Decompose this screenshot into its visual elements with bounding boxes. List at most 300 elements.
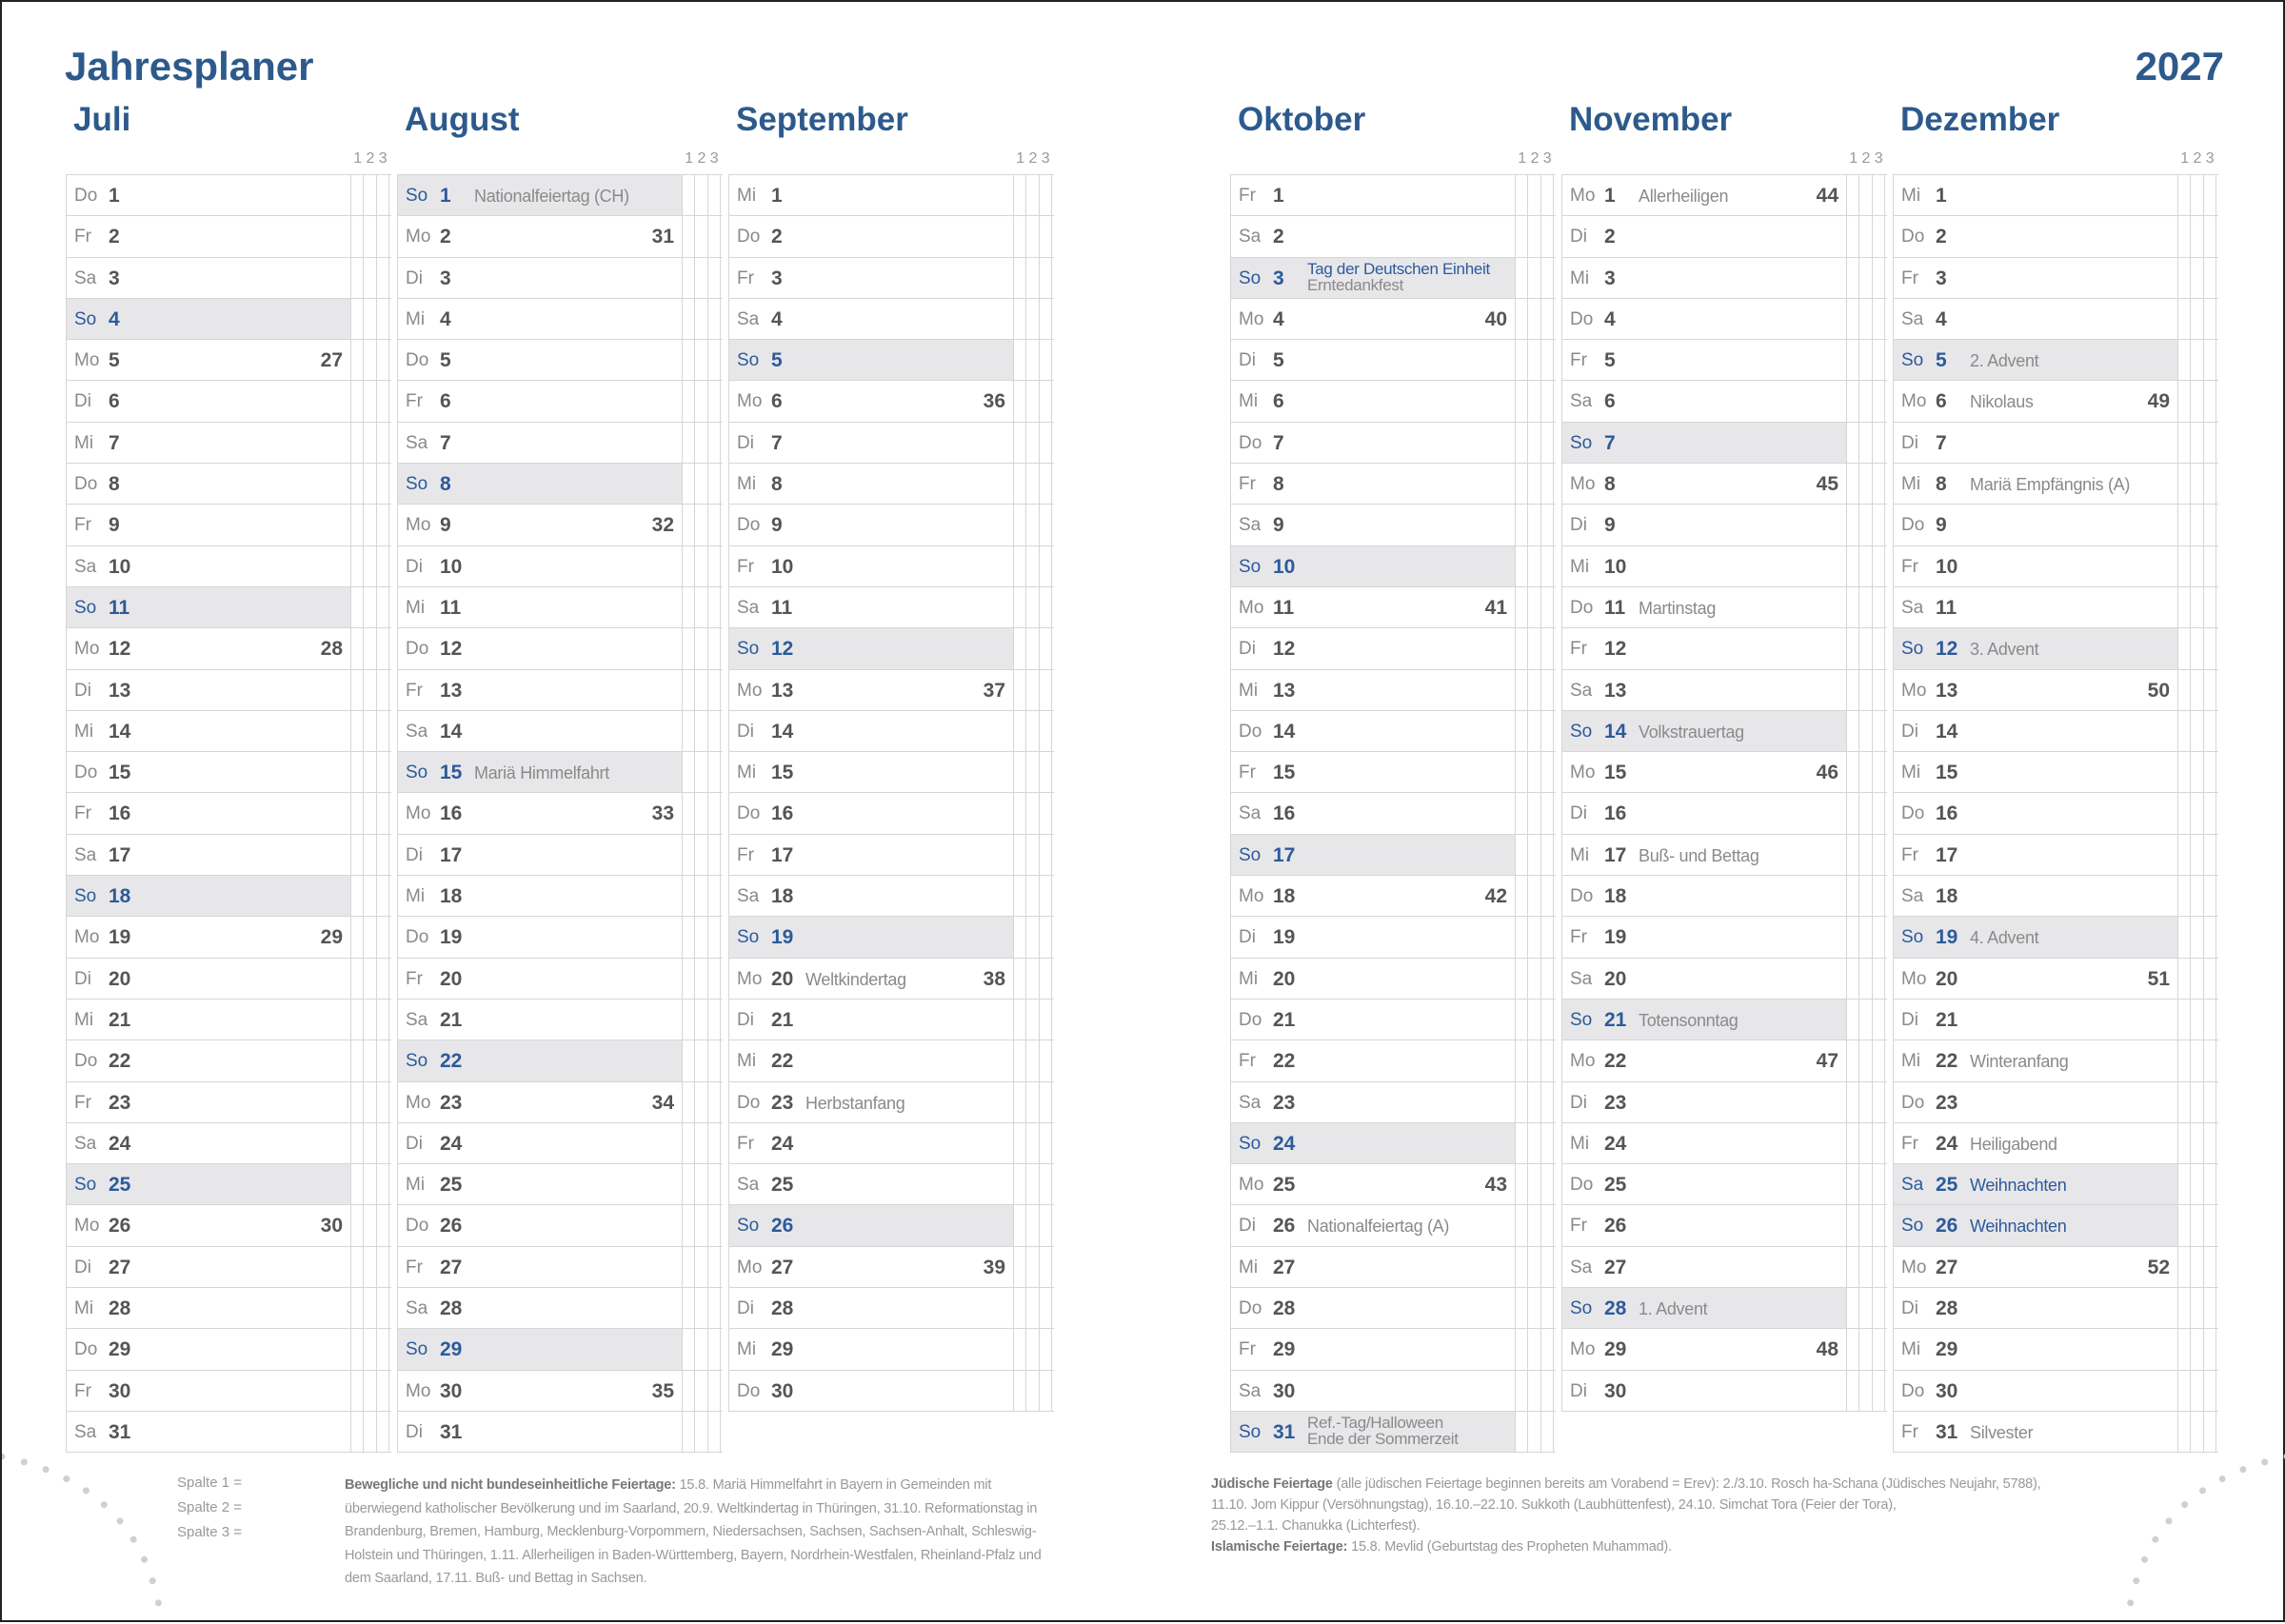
check-column-1[interactable] bbox=[1516, 752, 1528, 792]
check-column-1[interactable] bbox=[2178, 1371, 2191, 1411]
check-column-3[interactable] bbox=[377, 1040, 389, 1080]
check-column-1[interactable] bbox=[1847, 628, 1859, 668]
check-column-3[interactable] bbox=[377, 1123, 389, 1163]
check-column-2[interactable] bbox=[1026, 876, 1039, 916]
check-column-3[interactable] bbox=[1040, 299, 1052, 339]
check-column-2[interactable] bbox=[2191, 711, 2203, 751]
day-cell[interactable] bbox=[66, 464, 351, 504]
check-column-3[interactable] bbox=[2204, 1000, 2216, 1040]
check-column-1[interactable] bbox=[351, 587, 364, 627]
check-column-2[interactable] bbox=[695, 175, 707, 215]
day-cell[interactable] bbox=[728, 258, 1014, 298]
check-column-3[interactable] bbox=[1873, 546, 1885, 586]
check-column-2[interactable] bbox=[364, 711, 376, 751]
check-column-3[interactable] bbox=[1873, 1288, 1885, 1328]
check-column-1[interactable] bbox=[2178, 299, 2191, 339]
check-column-1[interactable] bbox=[1014, 340, 1026, 380]
day-cell[interactable] bbox=[728, 175, 1014, 215]
check-column-1[interactable] bbox=[1516, 1247, 1528, 1287]
check-column-3[interactable] bbox=[708, 917, 721, 957]
check-column-2[interactable] bbox=[364, 587, 376, 627]
check-column-2[interactable] bbox=[2191, 587, 2203, 627]
check-column-3[interactable] bbox=[1040, 175, 1052, 215]
day-cell[interactable] bbox=[1230, 752, 1516, 792]
check-column-2[interactable] bbox=[1528, 587, 1540, 627]
check-column-2[interactable] bbox=[1026, 381, 1039, 421]
check-column-2[interactable] bbox=[1528, 423, 1540, 463]
day-cell[interactable] bbox=[66, 835, 351, 875]
check-column-1[interactable] bbox=[683, 876, 695, 916]
check-column-3[interactable] bbox=[2204, 793, 2216, 833]
check-column-1[interactable] bbox=[351, 711, 364, 751]
check-column-1[interactable] bbox=[683, 1082, 695, 1122]
check-column-3[interactable] bbox=[708, 670, 721, 710]
day-cell[interactable] bbox=[66, 1164, 351, 1204]
check-column-2[interactable] bbox=[695, 876, 707, 916]
check-column-2[interactable] bbox=[695, 587, 707, 627]
check-column-1[interactable] bbox=[1847, 793, 1859, 833]
check-column-1[interactable] bbox=[2178, 464, 2191, 504]
check-column-3[interactable] bbox=[2204, 299, 2216, 339]
check-column-2[interactable] bbox=[2191, 1164, 2203, 1204]
check-column-1[interactable] bbox=[683, 546, 695, 586]
check-column-2[interactable] bbox=[1026, 752, 1039, 792]
check-column-3[interactable] bbox=[2204, 1040, 2216, 1080]
check-column-3[interactable] bbox=[1541, 628, 1554, 668]
check-column-1[interactable] bbox=[2178, 1329, 2191, 1369]
check-column-1[interactable] bbox=[2178, 876, 2191, 916]
check-column-2[interactable] bbox=[1528, 1123, 1540, 1163]
check-column-1[interactable] bbox=[351, 793, 364, 833]
check-column-1[interactable] bbox=[351, 1288, 364, 1328]
check-column-2[interactable] bbox=[364, 175, 376, 215]
day-cell[interactable] bbox=[1893, 752, 2178, 792]
check-column-2[interactable] bbox=[1026, 1123, 1039, 1163]
check-column-3[interactable] bbox=[708, 1123, 721, 1163]
day-cell[interactable] bbox=[1561, 1247, 1847, 1287]
check-column-3[interactable] bbox=[708, 835, 721, 875]
check-column-1[interactable] bbox=[683, 917, 695, 957]
day-cell[interactable] bbox=[1561, 340, 1847, 380]
check-column-2[interactable] bbox=[1859, 1082, 1872, 1122]
day-cell[interactable] bbox=[1893, 587, 2178, 627]
check-column-2[interactable] bbox=[2191, 423, 2203, 463]
day-cell[interactable] bbox=[1561, 258, 1847, 298]
check-column-3[interactable] bbox=[1040, 464, 1052, 504]
check-column-3[interactable] bbox=[1873, 340, 1885, 380]
day-cell[interactable] bbox=[397, 1247, 683, 1287]
check-column-2[interactable] bbox=[2191, 793, 2203, 833]
check-column-2[interactable] bbox=[2191, 1247, 2203, 1287]
day-cell[interactable] bbox=[728, 1371, 1014, 1411]
check-column-2[interactable] bbox=[1528, 1247, 1540, 1287]
check-column-1[interactable] bbox=[2178, 1247, 2191, 1287]
check-column-3[interactable] bbox=[708, 1247, 721, 1287]
day-cell[interactable] bbox=[728, 1164, 1014, 1204]
check-column-3[interactable] bbox=[2204, 505, 2216, 545]
check-column-3[interactable] bbox=[1040, 1329, 1052, 1369]
check-column-3[interactable] bbox=[1040, 959, 1052, 999]
check-column-2[interactable] bbox=[2191, 1412, 2203, 1452]
check-column-1[interactable] bbox=[351, 1205, 364, 1245]
check-column-3[interactable] bbox=[377, 1000, 389, 1040]
check-column-2[interactable] bbox=[695, 1247, 707, 1287]
check-column-2[interactable] bbox=[1528, 546, 1540, 586]
day-cell[interactable] bbox=[1230, 793, 1516, 833]
check-column-1[interactable] bbox=[1014, 505, 1026, 545]
check-column-3[interactable] bbox=[1040, 1082, 1052, 1122]
check-column-1[interactable] bbox=[351, 835, 364, 875]
check-column-3[interactable] bbox=[1873, 423, 1885, 463]
day-cell[interactable] bbox=[728, 505, 1014, 545]
check-column-3[interactable] bbox=[1541, 876, 1554, 916]
day-cell[interactable] bbox=[66, 505, 351, 545]
check-column-2[interactable] bbox=[695, 959, 707, 999]
check-column-3[interactable] bbox=[1873, 1082, 1885, 1122]
check-column-1[interactable] bbox=[1014, 670, 1026, 710]
day-cell[interactable] bbox=[1893, 1329, 2178, 1369]
day-cell[interactable] bbox=[1893, 1412, 2178, 1452]
check-column-3[interactable] bbox=[1873, 959, 1885, 999]
check-column-2[interactable] bbox=[1026, 628, 1039, 668]
check-column-3[interactable] bbox=[708, 381, 721, 421]
check-column-1[interactable] bbox=[351, 1040, 364, 1080]
check-column-1[interactable] bbox=[1516, 175, 1528, 215]
check-column-1[interactable] bbox=[1516, 670, 1528, 710]
check-column-3[interactable] bbox=[1541, 464, 1554, 504]
check-column-2[interactable] bbox=[1528, 876, 1540, 916]
check-column-2[interactable] bbox=[1859, 711, 1872, 751]
check-column-3[interactable] bbox=[2204, 1082, 2216, 1122]
day-cell[interactable] bbox=[728, 546, 1014, 586]
day-cell[interactable] bbox=[397, 1082, 683, 1122]
day-cell[interactable] bbox=[728, 340, 1014, 380]
check-column-2[interactable] bbox=[695, 670, 707, 710]
check-column-3[interactable] bbox=[1873, 670, 1885, 710]
check-column-3[interactable] bbox=[2204, 752, 2216, 792]
day-cell[interactable] bbox=[1230, 1123, 1516, 1163]
check-column-2[interactable] bbox=[2191, 1082, 2203, 1122]
check-column-2[interactable] bbox=[1026, 1040, 1039, 1080]
check-column-3[interactable] bbox=[2204, 464, 2216, 504]
check-column-2[interactable] bbox=[2191, 216, 2203, 256]
check-column-3[interactable] bbox=[1040, 505, 1052, 545]
day-cell[interactable] bbox=[66, 1040, 351, 1080]
check-column-3[interactable] bbox=[2204, 1288, 2216, 1328]
check-column-3[interactable] bbox=[2204, 340, 2216, 380]
day-cell[interactable] bbox=[1230, 711, 1516, 751]
check-column-3[interactable] bbox=[1040, 835, 1052, 875]
check-column-1[interactable] bbox=[1516, 917, 1528, 957]
check-column-3[interactable] bbox=[1541, 1247, 1554, 1287]
check-column-2[interactable] bbox=[1528, 1000, 1540, 1040]
check-column-2[interactable] bbox=[1528, 835, 1540, 875]
day-cell[interactable] bbox=[1561, 505, 1847, 545]
check-column-3[interactable] bbox=[1040, 670, 1052, 710]
check-column-3[interactable] bbox=[1873, 1205, 1885, 1245]
check-column-1[interactable] bbox=[1847, 1288, 1859, 1328]
day-cell[interactable] bbox=[1230, 959, 1516, 999]
check-column-2[interactable] bbox=[1859, 464, 1872, 504]
check-column-3[interactable] bbox=[377, 1371, 389, 1411]
check-column-1[interactable] bbox=[351, 1082, 364, 1122]
check-column-3[interactable] bbox=[1873, 505, 1885, 545]
check-column-2[interactable] bbox=[1026, 1082, 1039, 1122]
day-cell[interactable] bbox=[728, 464, 1014, 504]
check-column-3[interactable] bbox=[708, 423, 721, 463]
check-column-3[interactable] bbox=[377, 587, 389, 627]
check-column-2[interactable] bbox=[1859, 587, 1872, 627]
check-column-2[interactable] bbox=[1859, 546, 1872, 586]
check-column-1[interactable] bbox=[2178, 793, 2191, 833]
check-column-3[interactable] bbox=[1040, 1288, 1052, 1328]
check-column-3[interactable] bbox=[2204, 1412, 2216, 1452]
day-cell[interactable] bbox=[728, 216, 1014, 256]
check-column-1[interactable] bbox=[351, 340, 364, 380]
check-column-2[interactable] bbox=[695, 1329, 707, 1369]
day-cell[interactable] bbox=[397, 917, 683, 957]
check-column-3[interactable] bbox=[377, 1164, 389, 1204]
day-cell[interactable] bbox=[66, 546, 351, 586]
check-column-3[interactable] bbox=[2204, 546, 2216, 586]
day-cell[interactable] bbox=[66, 793, 351, 833]
check-column-1[interactable] bbox=[2178, 1000, 2191, 1040]
check-column-2[interactable] bbox=[1859, 1247, 1872, 1287]
day-cell[interactable] bbox=[66, 1412, 351, 1452]
check-column-3[interactable] bbox=[1873, 793, 1885, 833]
check-column-2[interactable] bbox=[1859, 1164, 1872, 1204]
check-column-1[interactable] bbox=[351, 917, 364, 957]
check-column-3[interactable] bbox=[708, 340, 721, 380]
check-column-1[interactable] bbox=[683, 258, 695, 298]
day-cell[interactable] bbox=[1561, 1082, 1847, 1122]
check-column-3[interactable] bbox=[1873, 1329, 1885, 1369]
check-column-1[interactable] bbox=[1847, 299, 1859, 339]
day-cell[interactable] bbox=[1561, 299, 1847, 339]
day-cell[interactable] bbox=[66, 381, 351, 421]
check-column-1[interactable] bbox=[683, 1329, 695, 1369]
check-column-3[interactable] bbox=[1541, 299, 1554, 339]
check-column-3[interactable] bbox=[708, 793, 721, 833]
day-cell[interactable] bbox=[1893, 1205, 2178, 1245]
check-column-3[interactable] bbox=[1541, 711, 1554, 751]
check-column-1[interactable] bbox=[1516, 546, 1528, 586]
day-cell[interactable] bbox=[1893, 628, 2178, 668]
check-column-3[interactable] bbox=[2204, 1123, 2216, 1163]
day-cell[interactable] bbox=[397, 1164, 683, 1204]
day-cell[interactable] bbox=[1230, 546, 1516, 586]
check-column-3[interactable] bbox=[1541, 1164, 1554, 1204]
check-column-2[interactable] bbox=[2191, 1329, 2203, 1369]
day-cell[interactable] bbox=[1561, 546, 1847, 586]
check-column-3[interactable] bbox=[708, 1205, 721, 1245]
check-column-2[interactable] bbox=[1026, 340, 1039, 380]
check-column-2[interactable] bbox=[364, 546, 376, 586]
day-cell[interactable] bbox=[1893, 959, 2178, 999]
check-column-1[interactable] bbox=[1847, 1000, 1859, 1040]
check-column-2[interactable] bbox=[1528, 1288, 1540, 1328]
day-cell[interactable] bbox=[66, 1371, 351, 1411]
check-column-2[interactable] bbox=[1528, 381, 1540, 421]
day-cell[interactable] bbox=[397, 1040, 683, 1080]
check-column-1[interactable] bbox=[351, 959, 364, 999]
check-column-3[interactable] bbox=[377, 299, 389, 339]
check-column-3[interactable] bbox=[1541, 959, 1554, 999]
check-column-1[interactable] bbox=[1847, 1371, 1859, 1411]
day-cell[interactable] bbox=[1561, 1123, 1847, 1163]
check-column-2[interactable] bbox=[2191, 505, 2203, 545]
day-cell[interactable] bbox=[397, 464, 683, 504]
day-cell[interactable] bbox=[1230, 835, 1516, 875]
check-column-2[interactable] bbox=[1528, 1040, 1540, 1080]
day-cell[interactable] bbox=[1893, 1040, 2178, 1080]
day-cell[interactable] bbox=[1893, 546, 2178, 586]
check-column-2[interactable] bbox=[695, 1288, 707, 1328]
check-column-3[interactable] bbox=[2204, 216, 2216, 256]
day-cell[interactable] bbox=[1230, 1371, 1516, 1411]
check-column-3[interactable] bbox=[708, 299, 721, 339]
day-cell[interactable] bbox=[397, 216, 683, 256]
check-column-2[interactable] bbox=[1528, 299, 1540, 339]
check-column-3[interactable] bbox=[2204, 876, 2216, 916]
check-column-1[interactable] bbox=[1014, 793, 1026, 833]
day-cell[interactable] bbox=[728, 628, 1014, 668]
check-column-3[interactable] bbox=[1040, 793, 1052, 833]
check-column-1[interactable] bbox=[1516, 299, 1528, 339]
check-column-1[interactable] bbox=[2178, 1082, 2191, 1122]
check-column-2[interactable] bbox=[2191, 381, 2203, 421]
check-column-2[interactable] bbox=[364, 464, 376, 504]
check-column-1[interactable] bbox=[351, 1000, 364, 1040]
check-column-3[interactable] bbox=[1541, 752, 1554, 792]
check-column-1[interactable] bbox=[351, 876, 364, 916]
check-column-1[interactable] bbox=[683, 464, 695, 504]
check-column-1[interactable] bbox=[1014, 876, 1026, 916]
check-column-3[interactable] bbox=[1873, 752, 1885, 792]
check-column-3[interactable] bbox=[1040, 546, 1052, 586]
day-cell[interactable] bbox=[1561, 917, 1847, 957]
check-column-2[interactable] bbox=[1528, 1082, 1540, 1122]
check-column-1[interactable] bbox=[1847, 1247, 1859, 1287]
day-cell[interactable] bbox=[1893, 299, 2178, 339]
day-cell[interactable] bbox=[1893, 258, 2178, 298]
check-column-3[interactable] bbox=[377, 793, 389, 833]
check-column-1[interactable] bbox=[2178, 175, 2191, 215]
check-column-3[interactable] bbox=[708, 546, 721, 586]
day-cell[interactable] bbox=[397, 1412, 683, 1452]
check-column-2[interactable] bbox=[364, 299, 376, 339]
check-column-2[interactable] bbox=[1859, 793, 1872, 833]
day-cell[interactable] bbox=[728, 299, 1014, 339]
check-column-3[interactable] bbox=[708, 1082, 721, 1122]
check-column-2[interactable] bbox=[1026, 1205, 1039, 1245]
day-cell[interactable] bbox=[1893, 1288, 2178, 1328]
check-column-3[interactable] bbox=[1873, 258, 1885, 298]
check-column-3[interactable] bbox=[377, 835, 389, 875]
day-cell[interactable] bbox=[1230, 1164, 1516, 1204]
check-column-2[interactable] bbox=[364, 1164, 376, 1204]
check-column-2[interactable] bbox=[2191, 1123, 2203, 1163]
check-column-2[interactable] bbox=[2191, 1288, 2203, 1328]
check-column-2[interactable] bbox=[364, 1371, 376, 1411]
check-column-3[interactable] bbox=[2204, 1205, 2216, 1245]
check-column-1[interactable] bbox=[2178, 835, 2191, 875]
check-column-1[interactable] bbox=[1847, 835, 1859, 875]
check-column-1[interactable] bbox=[2178, 1040, 2191, 1080]
check-column-1[interactable] bbox=[2178, 340, 2191, 380]
check-column-1[interactable] bbox=[351, 381, 364, 421]
check-column-1[interactable] bbox=[2178, 1164, 2191, 1204]
day-cell[interactable] bbox=[728, 423, 1014, 463]
check-column-1[interactable] bbox=[1516, 711, 1528, 751]
check-column-3[interactable] bbox=[377, 381, 389, 421]
check-column-2[interactable] bbox=[1528, 670, 1540, 710]
check-column-3[interactable] bbox=[377, 876, 389, 916]
check-column-2[interactable] bbox=[695, 216, 707, 256]
check-column-3[interactable] bbox=[1541, 1329, 1554, 1369]
check-column-2[interactable] bbox=[695, 1164, 707, 1204]
check-column-2[interactable] bbox=[695, 340, 707, 380]
check-column-3[interactable] bbox=[708, 1329, 721, 1369]
check-column-1[interactable] bbox=[1516, 835, 1528, 875]
check-column-2[interactable] bbox=[1026, 711, 1039, 751]
check-column-3[interactable] bbox=[708, 1412, 721, 1452]
check-column-2[interactable] bbox=[364, 793, 376, 833]
day-cell[interactable] bbox=[1230, 917, 1516, 957]
check-column-1[interactable] bbox=[1516, 1371, 1528, 1411]
check-column-3[interactable] bbox=[2204, 175, 2216, 215]
check-column-3[interactable] bbox=[2204, 670, 2216, 710]
check-column-1[interactable] bbox=[683, 628, 695, 668]
check-column-2[interactable] bbox=[1026, 258, 1039, 298]
day-cell[interactable] bbox=[397, 587, 683, 627]
check-column-3[interactable] bbox=[708, 876, 721, 916]
check-column-1[interactable] bbox=[2178, 216, 2191, 256]
day-cell[interactable] bbox=[397, 1371, 683, 1411]
check-column-3[interactable] bbox=[1541, 1123, 1554, 1163]
check-column-1[interactable] bbox=[1847, 959, 1859, 999]
day-cell[interactable] bbox=[1230, 258, 1516, 298]
check-column-1[interactable] bbox=[1516, 587, 1528, 627]
day-cell[interactable] bbox=[66, 1247, 351, 1287]
day-cell[interactable] bbox=[728, 381, 1014, 421]
check-column-2[interactable] bbox=[1859, 1040, 1872, 1080]
check-column-2[interactable] bbox=[1528, 917, 1540, 957]
check-column-3[interactable] bbox=[2204, 1329, 2216, 1369]
check-column-1[interactable] bbox=[1847, 1164, 1859, 1204]
day-cell[interactable] bbox=[728, 1288, 1014, 1328]
check-column-1[interactable] bbox=[1014, 1123, 1026, 1163]
check-column-1[interactable] bbox=[683, 1040, 695, 1080]
check-column-1[interactable] bbox=[1847, 1205, 1859, 1245]
check-column-1[interactable] bbox=[351, 670, 364, 710]
check-column-2[interactable] bbox=[1026, 793, 1039, 833]
check-column-3[interactable] bbox=[377, 340, 389, 380]
check-column-2[interactable] bbox=[695, 793, 707, 833]
check-column-2[interactable] bbox=[2191, 546, 2203, 586]
check-column-2[interactable] bbox=[1528, 752, 1540, 792]
check-column-2[interactable] bbox=[1528, 505, 1540, 545]
check-column-2[interactable] bbox=[695, 423, 707, 463]
check-column-3[interactable] bbox=[1873, 628, 1885, 668]
day-cell[interactable] bbox=[66, 959, 351, 999]
check-column-2[interactable] bbox=[364, 340, 376, 380]
check-column-1[interactable] bbox=[1516, 1412, 1528, 1452]
check-column-3[interactable] bbox=[377, 1205, 389, 1245]
day-cell[interactable] bbox=[1893, 835, 2178, 875]
check-column-1[interactable] bbox=[1014, 299, 1026, 339]
check-column-1[interactable] bbox=[1516, 464, 1528, 504]
